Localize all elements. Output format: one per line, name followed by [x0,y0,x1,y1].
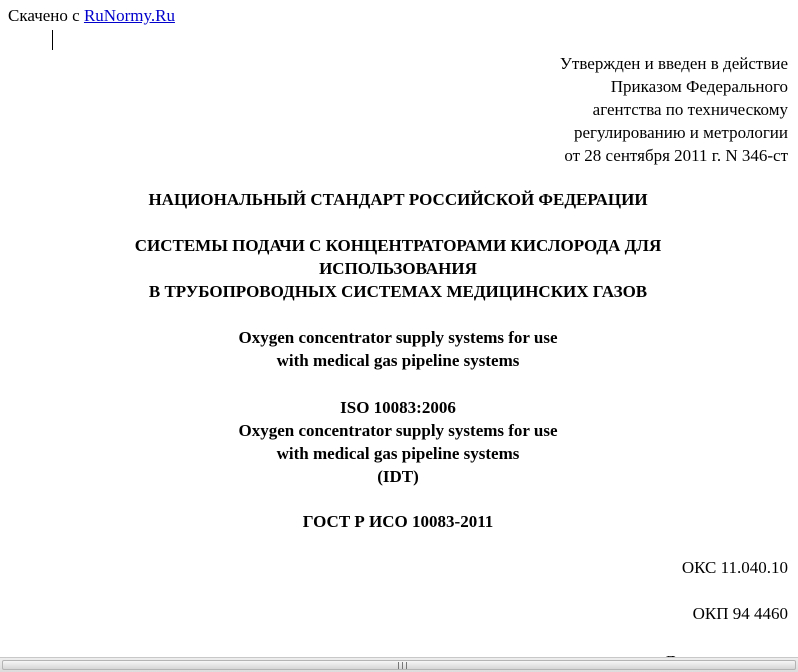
russian-title-line: СИСТЕМЫ ПОДАЧИ С КОНЦЕНТРАТОРАМИ КИСЛОРОДА ДЛЯ [134,236,662,255]
download-source-line [8,6,175,26]
english-title-line: with medical gas pipeline systems [276,351,520,370]
approval-line: агентства по техническому [592,100,788,119]
english-title-line: Oxygen concentrator supply systems for use [238,328,558,347]
horizontal-scrollbar[interactable] [0,657,798,672]
approval-block [560,52,788,167]
russian-title-line: В ТРУБОПРОВОДНЫХ СИСТЕМАХ МЕДИЦИНСКИХ ГАЗОВ [148,282,648,301]
oks-code: ОКС 11.040.10 [681,558,788,577]
approval-line: от 28 сентября 2011 г. N 346-ст [564,146,788,165]
okp-code: ОКП 94 4460 [692,604,788,623]
scrollbar-thumb[interactable] [2,660,796,670]
gost-text: ГОСТ Р ИСО 10083-2011 [302,512,494,531]
text-caret [52,30,53,50]
iso-line: (IDT) [377,467,419,486]
iso-line: with medical gas pipeline systems [276,444,520,463]
iso-line: Oxygen concentrator supply systems for use [238,421,558,440]
english-title [0,326,796,372]
approval-line: регулированию и метрологии [573,123,788,142]
download-prefix: Скачено с [8,6,80,25]
russian-title-line: ИСПОЛЬЗОВАНИЯ [319,259,477,278]
iso-reference [0,396,796,488]
national-standard-text: НАЦИОНАЛЬНЫЙ СТАНДАРТ РОССИЙСКОЙ ФЕДЕРАЦИИ [148,190,648,209]
runormy-link[interactable]: RuNormy.Ru [83,6,175,25]
gost-designation [0,510,796,533]
approval-line: Утвержден и введен в действие [559,54,788,73]
russian-title [0,234,796,303]
approval-line: Приказом Федерального [610,77,788,96]
national-standard-heading [0,188,796,211]
grip-icon [398,662,407,669]
iso-line: ISO 10083:2006 [340,398,456,417]
